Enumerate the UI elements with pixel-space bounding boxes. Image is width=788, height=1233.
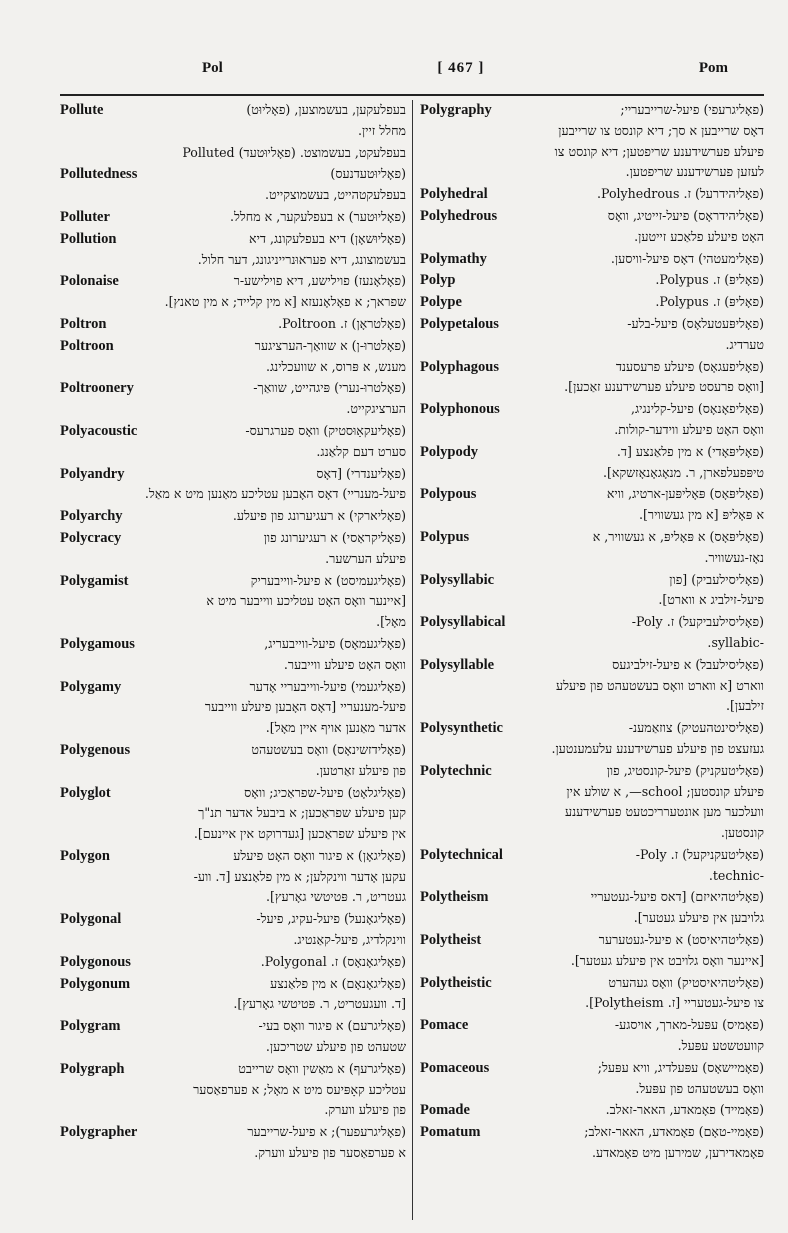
dictionary-entry: [420, 206, 764, 248]
dictionary-entry: [60, 229, 406, 271]
entry-headword: Polymathy: [420, 250, 487, 267]
entry-definition-continuation: פיעל-מענריי) דאָס האָבען עטליכע מאַנען מיט א מאַל.: [144, 486, 406, 502]
entry-headword: Polygrapher: [60, 1124, 138, 1141]
entry-first-line: [420, 184, 764, 205]
entry-first-line: [60, 506, 406, 527]
entry-headword: Polygonal: [60, 911, 122, 928]
entry-definition-continuation: וואָס האָט פיעלע ווייבער.: [283, 656, 406, 672]
entry-definition-start: (פאָליעקאַוּסטיק) וואָס פערגרעס-: [245, 422, 406, 438]
dictionary-entry: [60, 100, 406, 142]
entry-headword: Pollute: [60, 102, 104, 118]
dictionary-entry: [420, 270, 764, 291]
entry-headword: Polonaise: [60, 273, 119, 290]
dictionary-entry: [420, 612, 764, 654]
entry-definition-start: (פאָליפּאָס) פּאָליפּען-ארטיג, וויא: [606, 486, 764, 502]
entry-definition-continuation: זילבען].: [725, 698, 764, 714]
entry-definition-continuation: שפראך; א פאָלאָנעזא [א מין קלייד; א מין טאנץ].: [164, 294, 406, 310]
entry-definition-start: (פאָליטעקניק) פיעל-קונסטיג, פון: [606, 762, 764, 778]
dictionary-entry: [60, 164, 406, 206]
entry-definition-start: (פאָליהידראָס) פיעל-זייטיג, וואָס: [607, 207, 764, 223]
entry-definition-continuation: קונסטען.: [720, 825, 764, 841]
dictionary-entry: [60, 207, 406, 228]
dictionary-entry: [420, 442, 764, 484]
dictionary-entry: [420, 973, 764, 1015]
entry-first-line: [420, 270, 764, 291]
entry-definition-start: (פאָליגאָנעל) פיעל-עקיג, פיעל-: [256, 911, 406, 927]
dictionary-entry: [60, 378, 406, 420]
entry-headword: Polygonum: [60, 975, 131, 992]
column-divider: [412, 100, 413, 1220]
entry-headword: Polyandry: [60, 465, 125, 482]
entry-definition-start: (פאָליפּאָדי) א מין פלאַנצע [ד.: [616, 443, 764, 459]
entry-definition-continuation: -technic.: [708, 867, 764, 883]
entry-definition-start: (פאָליוּטער) א בעפלעקער, א מחלל.: [229, 208, 406, 224]
entry-definition-start: (פאָליטהיאיסטיק) וואָס געהערט: [608, 974, 764, 990]
entry-headword: Polypus: [420, 528, 470, 545]
entry-definition-start: (פאָליוּשאָן) דיא בעפלעקונג, דיא: [249, 230, 406, 246]
entry-headword: Polytheism: [420, 889, 489, 906]
entry-definition-start: (פאָלימעטהי) דאָס פיעל-וויסען.: [610, 250, 764, 266]
entry-definition-continuation: פיעלע פערשידענע שריפטען; דיא קונסט צו: [554, 143, 764, 159]
entry-definition-continuation: [וואָס פרעסט פיעלע פערשידענע זאַכען].: [564, 379, 764, 395]
entry-definition-continuation: צו פיעל-געטעריי [ז. Polytheism].: [585, 995, 764, 1011]
entry-first-line: [420, 292, 764, 313]
entry-definition-start: (פאָליגעמיסט) א פיעל-ווייבעריק: [250, 572, 406, 588]
entry-definition-continuation: קוועטשטע עפּעל.: [677, 1038, 764, 1054]
entry-definition-continuation: מחלל זיין.: [357, 122, 406, 138]
entry-definition-continuation: ווינקלדיג, פיעל-קאַנטיג.: [293, 932, 406, 948]
entry-headword: Polygamous: [60, 635, 135, 652]
entry-headword: Polyhedral: [420, 186, 488, 203]
dictionary-entry: [420, 399, 764, 441]
entry-first-line: [420, 655, 764, 676]
entry-headword: Pomatum: [420, 1124, 481, 1141]
entry-definition-continuation: וועלכער מען אונטערריכטעט פערשידענע: [564, 804, 764, 820]
entry-first-line: [60, 974, 406, 995]
entry-definition-continuation: בעפלעקטהייט, בעשמוצקייט.: [265, 187, 406, 203]
entry-first-line: [420, 249, 764, 270]
entry-headword: Polygraph: [60, 1060, 125, 1077]
entry-first-line: [60, 1059, 406, 1080]
entry-definition-start: (פאָלטראָן) ז. Poltroon.: [278, 315, 406, 331]
entry-definition-continuation: טערדיג.: [725, 336, 764, 352]
entry-first-line: [60, 100, 406, 121]
entry-definition-continuation: מענש, א פּרוס, א שוועכלינג.: [265, 358, 406, 374]
entry-first-line: [420, 1058, 764, 1079]
dictionary-entry: [60, 634, 406, 676]
dictionary-entry: [420, 570, 764, 612]
entry-headword: Polygonous: [60, 953, 131, 970]
entry-definition-continuation: מאָל].: [376, 614, 406, 630]
entry-definition-continuation: פיעל-זילביג א ווארט].: [658, 592, 764, 608]
entry-headword: Polyglot: [60, 784, 111, 801]
dictionary-entry: [420, 845, 764, 887]
dictionary-entry: [420, 357, 764, 399]
entry-definition-continuation: עקען אָדער ווינקלען; א מין פלאַנצע [ד. ווע-: [193, 868, 406, 884]
entry-definition-start: (פאָלטרוּ-נערי) פּיגהייט, שוואַך-: [253, 380, 406, 396]
entry-definition-start: (פאָליגלאָט) פיעל-שפראַכיג; וואָס: [244, 784, 406, 800]
entry-definition-continuation: שטעהט פון פיעלע שטריכען.: [265, 1039, 406, 1055]
entry-headword: Polygram: [60, 1018, 121, 1035]
entry-first-line: [60, 952, 406, 973]
entry-definition-start: (פאָליגרעפי) פיעל-שרייבעריי;: [620, 102, 764, 117]
entry-definition-continuation: דאָס שרייבען א סך; דיא קונסט צו שרייבען: [558, 122, 764, 138]
entry-definition-start: (פאָלאָנעז) פוילישע, דיא פוילישע-ר: [233, 273, 406, 289]
entry-headword: Polyphagous: [420, 358, 499, 375]
entry-definition-continuation: האָט פיעלע פלאַכע זייטען.: [634, 228, 764, 244]
entry-definition-continuation: טיפּפעלפארן, ר. מנאָגאָנאָזשקא].: [602, 464, 764, 480]
entry-definition-start: בעפלעקט, בעשמוצט. (פאָליוּטעד) Polluted: [182, 144, 406, 160]
dictionary-entry: [60, 314, 406, 335]
entry-first-line: [60, 783, 406, 804]
entry-definition-start: (פאָליסילעביקעל) ז. Poly-: [631, 614, 764, 630]
entry-first-line: [420, 484, 764, 505]
entry-definition-start: (פאָליענדרי) [דאָס: [316, 465, 406, 481]
entry-definition-continuation: [איינער וואָס האָט עטליכע ווייבער מיט א: [206, 593, 406, 609]
entry-definition-continuation: אין פיעלע שפראַכען [געדרוקט אין איינעם].: [193, 826, 406, 842]
entry-first-line: [60, 740, 406, 761]
entry-definition-start: (פאָליטעקניקעל) ז. Poly-: [635, 846, 764, 862]
dictionary-entry: [420, 761, 764, 844]
entry-definition-continuation: וואָס האָט פיעלע ווידער-קולות.: [614, 421, 764, 437]
entry-definition-start: (פאָליפּאָס) א פּאָליפּ, א געשוויר, א: [592, 528, 764, 544]
entry-first-line: [60, 314, 406, 335]
columns: [60, 100, 764, 1220]
entry-first-line: [60, 271, 406, 292]
entry-headword: Pomaceous: [420, 1059, 490, 1076]
dictionary-entry: [420, 655, 764, 717]
dictionary-entry: [420, 887, 764, 929]
entry-definition-continuation: א פערפאַסער פון פיעלע ווערק.: [254, 1145, 406, 1161]
entry-first-line: [420, 973, 764, 994]
dictionary-entry: [420, 1058, 764, 1100]
entry-definition-start: (פאָליפּ) ז. Polypus.: [655, 272, 764, 288]
entry-definition-start: (פאָליפאָנאָס) פיעל-קלינגיג,: [631, 401, 764, 417]
entry-headword: Polycracy: [60, 529, 122, 546]
dictionary-entry: [420, 1100, 764, 1121]
entry-first-line: [420, 761, 764, 782]
entry-headword: Polypous: [420, 486, 477, 503]
dictionary-entry: [60, 1122, 406, 1164]
entry-definition-continuation: גלויבען אין פיעלע געטער].: [633, 910, 764, 926]
entry-first-line: [420, 357, 764, 378]
entry-definition-continuation: עטליכע קאָפּיעס מיט א מאָל; א פערפאַסער: [193, 1081, 406, 1097]
entry-first-line: [420, 1122, 764, 1143]
entry-definition-continuation: פיעל-מענעריי [דאָס האָבען פיעלע ווייבער: [204, 699, 406, 715]
entry-headword: Poltroonery: [60, 380, 134, 397]
entry-definition-start: (פאָליוּטעדנעס): [330, 166, 406, 182]
entry-definition-start: (פאָליסינטהעטיק) צוזאַמענ-: [628, 720, 764, 736]
entry-headword: Polluter: [60, 208, 110, 225]
entry-first-line: [420, 887, 764, 908]
right-column: [412, 100, 764, 1220]
entry-definition-start: (פאָמיי-טאָם) פאָמאדע, האאר-זאלב;: [584, 1124, 764, 1140]
entry-headword: Pomade: [420, 1102, 470, 1119]
entry-headword: Poltroon: [60, 337, 114, 354]
left-column: [60, 100, 412, 1220]
dictionary-entry: [60, 271, 406, 313]
entry-definition-continuation: פיעלע הערשער.: [325, 550, 406, 566]
dictionary-entry: [420, 484, 764, 526]
entry-definition-start: (פאָליפעגאָס) פיעלע פרעסענד: [615, 358, 764, 374]
dictionary-entry: [60, 740, 406, 782]
entry-first-line: [420, 442, 764, 463]
dictionary-entry: [60, 909, 406, 951]
entry-definition-continuation: נאָז-געשוויר.: [704, 549, 764, 565]
entry-definition-continuation: קען פיעלע שפראַכען; א ביבעל אדער תנ"ך: [198, 805, 406, 821]
entry-definition-continuation: פיעלע קונסטען; school—, א שולע אין: [566, 783, 764, 799]
entry-headword: Poltron: [60, 315, 107, 332]
entry-definition-start: (פאָליגאָנאָס) ז. Polygonal.: [260, 953, 406, 969]
entry-definition-continuation: געזעצט פון פיעלע פערשידענע עלעמענטען.: [551, 740, 764, 756]
dictionary-entry: [60, 421, 406, 463]
entry-headword: Polygenous: [60, 741, 131, 758]
entry-first-line: [60, 421, 406, 442]
dictionary-entry: [60, 464, 406, 506]
header-rule: [60, 94, 764, 96]
dictionary-entry: [60, 1059, 406, 1121]
entry-headword: Polyhedrous: [420, 207, 498, 224]
dictionary-entry: [420, 184, 764, 205]
header-left-guide-word: Pol: [202, 60, 223, 76]
entry-headword: Polyp: [420, 272, 456, 289]
entry-first-line: [420, 527, 764, 548]
entry-first-line: [60, 143, 406, 164]
entry-definition-continuation: לעזען פערשידענע שריפטען.: [625, 164, 764, 180]
dictionary-entry: [60, 336, 406, 378]
entry-definition-start: (פאָליטהיאיזם) [דאס פיעל-געטעריי: [590, 889, 764, 905]
entry-headword: Polysyllabical: [420, 614, 506, 631]
dictionary-entry: [420, 718, 764, 760]
entry-first-line: [60, 571, 406, 592]
dictionary-entry: [420, 1122, 764, 1164]
dictionary-entry: [420, 292, 764, 313]
entry-first-line: [60, 909, 406, 930]
dictionary-entry: [420, 100, 764, 183]
entry-definition-continuation: הערציגקייט.: [346, 401, 406, 417]
entry-first-line: [60, 336, 406, 357]
entry-first-line: [60, 528, 406, 549]
entry-first-line: [420, 718, 764, 739]
entry-first-line: [420, 314, 764, 335]
entry-first-line: [420, 570, 764, 591]
dictionary-entry: [60, 1016, 406, 1058]
entry-definition-continuation: וואָס בעשטעהט פון עפּעל.: [635, 1080, 764, 1096]
entry-headword: Polyphonous: [420, 401, 500, 418]
entry-definition-start: (פאָלטרוּ-ן) א שוואַך-הערציגער: [254, 337, 406, 353]
dictionary-entry: [60, 783, 406, 845]
entry-definition-continuation: פון פיעלע זאַרטען.: [315, 762, 406, 778]
entry-headword: Polyacoustic: [60, 422, 138, 439]
entry-headword: Polytheist: [420, 932, 482, 949]
entry-headword: Polygamist: [60, 572, 129, 589]
entry-definition-continuation: ווארט [א ווארט וואָס בעשטעהט פון פיעלע: [555, 677, 764, 693]
entry-definition-continuation: אדער מאַנען אויף איין מאָל].: [265, 720, 406, 736]
page-number: [ 467 ]: [437, 60, 485, 76]
entry-first-line: [420, 206, 764, 227]
entry-definition-start: (פאָלידזשינאָס) וואָס בעשטעהט: [251, 741, 406, 757]
entry-definition-start: (פאָמיס) עפּעל-מארך, אויסגע-: [614, 1017, 764, 1033]
entry-first-line: [60, 207, 406, 228]
dictionary-entry: [60, 143, 406, 164]
dictionary-entry: [420, 527, 764, 569]
entry-headword: Polyarchy: [60, 508, 123, 525]
entry-definition-start: (פאָליגעמי) פיעל-ווייבעריי אָדער: [249, 678, 406, 694]
entry-definition-start: (פאָליגעמאָס) פיעל-ווייבעריג,: [264, 635, 406, 651]
entry-first-line: [60, 164, 406, 185]
dictionary-entry: [420, 930, 764, 972]
entry-headword: Polypetalous: [420, 315, 499, 332]
entry-first-line: [420, 612, 764, 633]
entry-first-line: [60, 1122, 406, 1143]
dictionary-entry: [60, 506, 406, 527]
entry-definition-start: (פאָליהידרעל) ז. Polyhedrous.: [596, 186, 764, 202]
entry-first-line: [420, 399, 764, 420]
entry-first-line: [60, 677, 406, 698]
entry-definition-continuation: פון פיעלע ווערק.: [324, 1102, 406, 1118]
entry-headword: Pollution: [60, 230, 117, 247]
entry-first-line: [420, 1100, 764, 1121]
entry-definition-start: (פאָליסילעבל) א פיעל-זילביגעס: [612, 656, 764, 672]
entry-definition-continuation: -syllabic.: [707, 634, 764, 650]
dictionary-entry: [60, 974, 406, 1016]
entry-headword: Polygraphy: [420, 102, 492, 118]
page-header: [60, 60, 764, 94]
entry-definition-start: (פאָליגרעפער); א פיעל-שרייבער: [247, 1124, 406, 1140]
dictionary-entry: [420, 1015, 764, 1057]
header-right-guide-word: Pom: [698, 60, 728, 76]
entry-definition-start: (פאָליסילעביק) [פון: [669, 571, 764, 587]
entry-definition-continuation: [ד. וועגעטריט, ר. פּטיטשי גאָרעץ].: [233, 996, 406, 1012]
entry-first-line: [420, 930, 764, 951]
entry-headword: Polygamy: [60, 678, 122, 695]
entry-first-line: [420, 100, 764, 121]
entry-definition-start: בעפלעקען, בעשמוצען, (פאָליוּט): [246, 102, 406, 117]
entry-headword: Pomace: [420, 1017, 469, 1034]
entry-first-line: [60, 229, 406, 250]
entry-first-line: [60, 634, 406, 655]
entry-first-line: [60, 464, 406, 485]
entry-headword: Polysyllable: [420, 656, 495, 673]
entry-definition-start: (פאָמיישאָס) עפּעלדיג, וויא עפּעל;: [597, 1059, 764, 1075]
entry-headword: Polytechnical: [420, 846, 503, 863]
entry-definition-continuation: בעשמוצונג, דיא פעראוּנרייניגונג, דער חלול.: [197, 251, 406, 267]
dictionary-entry: [420, 314, 764, 356]
entry-headword: Polysyllabic: [420, 571, 495, 588]
entry-headword: Polype: [420, 294, 462, 311]
entry-first-line: [420, 1015, 764, 1036]
dictionary-entry: [60, 677, 406, 739]
entry-headword: Pollutedness: [60, 166, 138, 183]
entry-first-line: [60, 378, 406, 399]
entry-definition-start: (פאָליארקי) א רעגיערונג פון פיעלע.: [232, 508, 406, 524]
entry-definition-continuation: געטריט, ר. פּטיטשי גאָרעץ].: [265, 889, 406, 905]
entry-definition-start: (פאָליגרעם) א פיגור וואָס בעי-: [258, 1018, 406, 1034]
dictionary-entry: [60, 571, 406, 633]
entry-definition-start: (פאָליקראַסי) א רעגיערונג פון: [263, 529, 406, 545]
entry-first-line: [60, 846, 406, 867]
entry-headword: Polypody: [420, 443, 479, 460]
entry-headword: Polytheistic: [420, 974, 492, 991]
entry-definition-start: (פאָליגרעף) א מאַשין וואָס שרייבט: [238, 1060, 406, 1076]
entry-definition-start: (פאָליפּעטעלאָס) פיעל-בלע-: [627, 315, 764, 331]
dictionary-entry: [60, 952, 406, 973]
entry-definition-continuation: [איינער וואָס גלויבט אין פיעלע געטער].: [570, 952, 764, 968]
entry-definition-start: (פאָליגאָן) א פיגור וואָס האָט פיעלע: [233, 847, 406, 863]
entry-definition-continuation: א פּאָליפּ [א מין געשוויר].: [638, 507, 764, 523]
entry-definition-start: (פאָמייד) פאָמאדע, האאר-זאלב.: [605, 1102, 764, 1118]
entry-headword: Polygon: [60, 847, 110, 864]
entry-definition-start: (פאָליפּ) ז. Polypus.: [655, 294, 764, 310]
dictionary-entry: [60, 846, 406, 908]
entry-first-line: [60, 1016, 406, 1037]
entry-definition-continuation: סערט דעם קלאַנג.: [316, 443, 406, 459]
dictionary-entry: [60, 528, 406, 570]
dictionary-entry: [420, 249, 764, 270]
entry-headword: Polytechnic: [420, 762, 492, 779]
entry-headword: Polysynthetic: [420, 720, 503, 737]
entry-definition-continuation: פאָמאדירען, שמירען מיט פאָמאדע.: [591, 1145, 764, 1161]
entry-definition-start: (פאָליגאָנאָם) א מין פלאַנצע: [270, 975, 406, 991]
entry-definition-start: (פאָליטהיאיסט) א פיעל-געטערער: [598, 932, 764, 948]
entry-first-line: [420, 845, 764, 866]
